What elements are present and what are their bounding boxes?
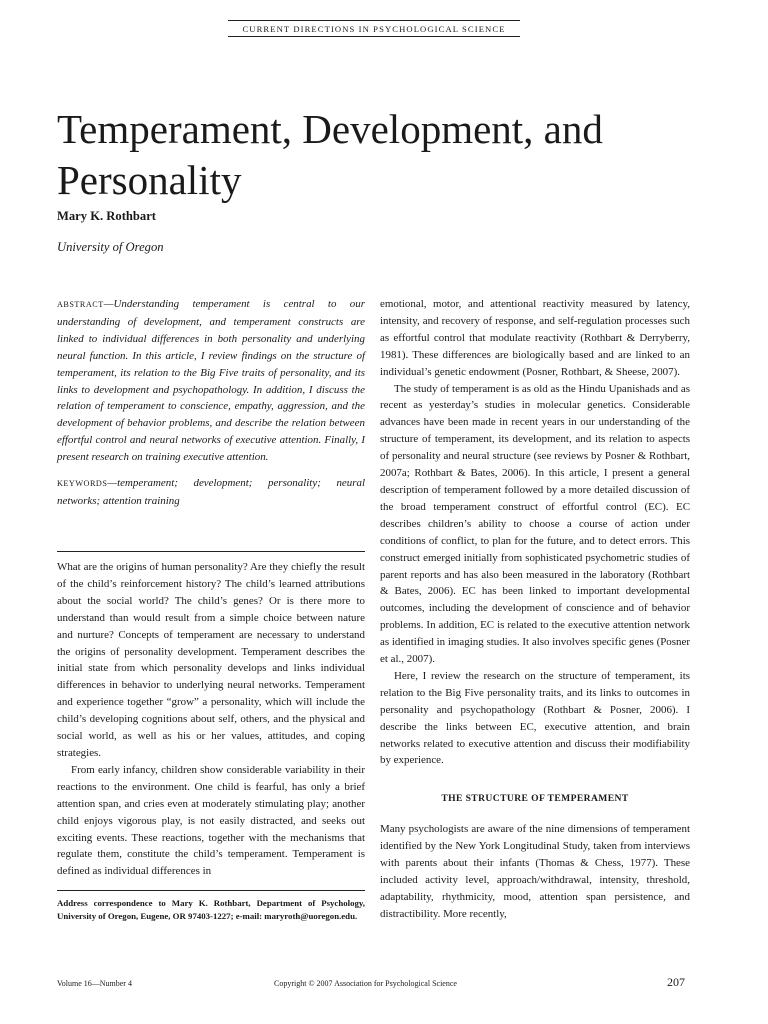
abstract-divider [57, 551, 365, 552]
correspondence-address: Address correspondence to Mary K. Rothbart, Department of Psychology, University of Oregon, Eugene, OR 97403-1227; e-mail: maryroth@uoregon.edu. [57, 898, 365, 921]
abstract [57, 296, 365, 466]
footer-volume: Volume 16—Number 4 [57, 979, 132, 988]
right-column [380, 296, 690, 923]
author-affiliation: University of Oregon [57, 240, 164, 254]
footer-copyright: Copyright © 2007 Association for Psychological Science [274, 979, 457, 988]
page-number: 207 [667, 975, 685, 989]
body-paragraph: Many psychologists are aware of the nine dimensions of temperament identified by the New York Longitudinal Study, taken from interviews with parents about their infants (Thomas & Chess, 1977). These included activity level, approach/withdrawal, intensity, threshold, adaptability, rhythmicity, mood, attention span persistence, and distractibility. More recently, [380, 823, 690, 920]
journal-running-header: CURRENT DIRECTIONS IN PSYCHOLOGICAL SCIENCE [228, 20, 520, 37]
left-column-body [57, 559, 365, 880]
abstract-text: —Understanding temperament is central to our understanding of development, and temperament constructs are linked to individual differences in both personality and underlying neural function. In this article, I review findings on the structure of temperament, its relation to the Big Five traits of personality, and its links to development and psychopathology. In addition, I discuss the relation of temperament to conscience, empathy, aggression, and the development of behavior problems, and describe the relation between effortful control and neural networks of executive attention. Finally, I present research on training executive attention. [57, 298, 365, 464]
keywords [57, 475, 365, 510]
abstract-label: ABSTRACT [57, 300, 104, 309]
left-column-top [57, 296, 365, 510]
body-paragraph: Here, I review the research on the structure of temperament, its relation to the Big Five personality traits, and its links to outcomes in personality and psychopathology (Rothbart & Posner, 2006). I describe the links between EC, executive attention, and brain networks related to executive attention and discuss their modifiability by experience. [380, 669, 690, 767]
body-paragraph: The study of temperament is as old as the Hindu Upanishads and as recent as yesterday’s studies in molecular genetics. Considerable advances have been made in recent years in our understanding of the structure of temperament, its development, and its relation to aspects of personality and neural structure (see reviews by Posner & Rothbart, 2007a; Rothbart & Bates, 2006). In this article, I present a general description of temperament followed by a more detailed discussion of the broad temperament construct of effortful control (EC). EC describes children’s ability to choose a course of action under conditions of conflict, to plan for the future, and to detect errors. This construct emerged initially from sophisticated psychometric studies of parent reports and has also been measured in the laboratory (Rothbart & Bates, 2006). EC has been linked to important developmental outcomes, including the development of conscience and of behavior problems. In addition, EC is related to the executive attention network as identified in imaging studies. It also involves specific genes (Posner et al., 2007). [380, 382, 690, 666]
article-title: Temperament, Development, and Personality [57, 106, 603, 203]
body-paragraph: What are the origins of human personality? Are they chiefly the result of the child’s reinforcement history? The child’s learned attributions about the social world? The child’s genes? Or is there more to understand than would result from a simple choice between nature and nurture? Concepts of temperament are necessary to understand the origins of personality development. Temperament describes the initial state from which personality develops and links individual differences in behavior to underlying neural networks. Temperament and experience together “grow” a personality, which will include the child’s developing cognitions about self, others, and the physical and social world, as well as his or her values, attitudes, and coping strategies. [57, 561, 365, 759]
body-paragraph: emotional, motor, and attentional reactivity measured by latency, intensity, and recovery of response, and self-regulation processes such as effortful control that modulate reactivity (Rothbart & Derryberry, 1981). These differences are biologically based and are linked to an individual’s genetic endowment (Posner, Rothbart, & Sheese, 2007). [380, 298, 690, 378]
footnote-divider [57, 890, 365, 891]
keywords-label: KEYWORDS [57, 479, 108, 489]
section-heading: THE STRUCTURE OF TEMPERAMENT [441, 793, 629, 805]
keywords-text: —temperament; development; personality; neural networks; attention training [57, 477, 365, 507]
author-name: Mary K. Rothbart [57, 209, 156, 223]
body-paragraph: From early infancy, children show considerable variability in their reactions to the environment. One child is fearful, has only a brief attention span, and cries even at moderately stimulating play; another child enjoys vigorous play, is not easily distracted, and seeks out exciting events. These reactions, together with the mechanisms that regulate them, constitute the child’s temperament. Temperament is defined as individual differences in [57, 763, 365, 878]
